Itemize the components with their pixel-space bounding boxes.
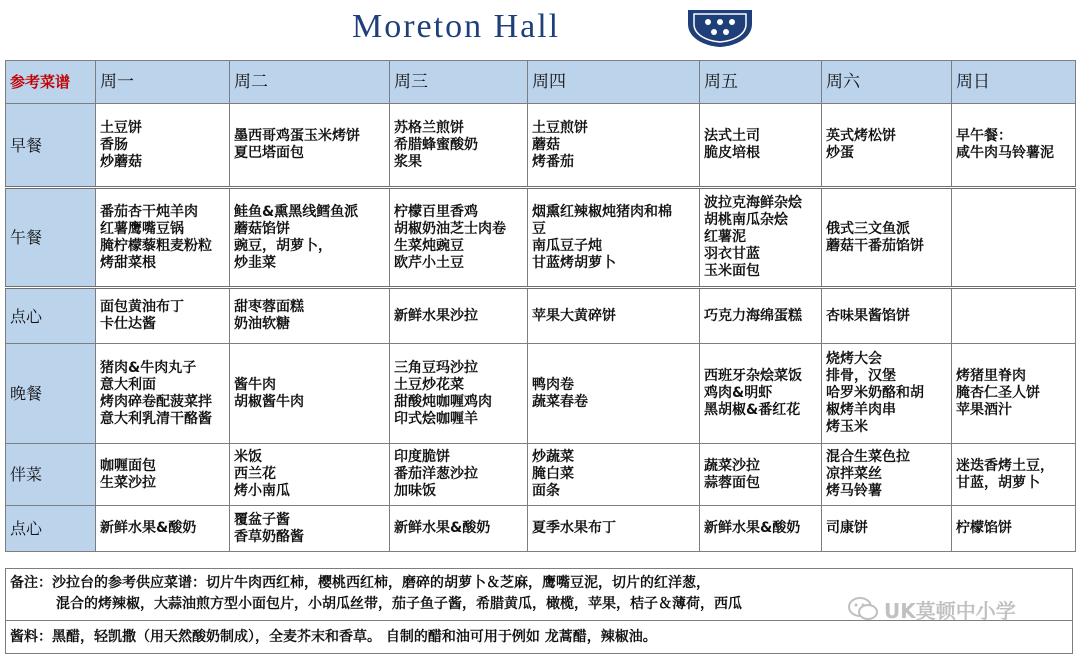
menu-cell <box>528 444 700 506</box>
meal-row <box>6 444 1076 506</box>
dish-line: 法式土司 <box>704 128 760 144</box>
dish-line: 烤玉米 <box>826 419 868 435</box>
dish-line: 烤肉碎卷配菠菜拌 <box>100 393 212 410</box>
dish-line: 豆 <box>532 220 546 237</box>
menu-cell <box>230 344 390 444</box>
day-header: 周日 <box>952 61 1076 104</box>
menu-cell <box>96 344 230 444</box>
dish-line: 新鲜水果&酸奶 <box>394 520 491 536</box>
menu-cell <box>822 444 952 506</box>
meal-row <box>6 104 1076 188</box>
dish-line: 红薯泥 <box>704 229 746 245</box>
menu-cell <box>528 104 700 188</box>
menu-cell <box>952 506 1076 552</box>
menu-cell <box>952 444 1076 506</box>
menu-cell <box>700 444 822 506</box>
dish-line: 西班牙杂烩菜饭 <box>704 368 802 384</box>
dish-line: 欧芹小土豆 <box>394 254 464 271</box>
day-header: 周六 <box>822 61 952 104</box>
dish-line: 南瓜豆子炖 <box>532 237 602 254</box>
dish-line: 炒韭菜 <box>234 254 276 271</box>
note-line: 备注：沙拉台的参考供应菜谱：切片牛肉西红柿，樱桃西红柿，磨碎的胡萝卜＆芝麻，鹰嘴豆泥，切片的红洋葱， <box>10 575 710 591</box>
day-header: 周一 <box>96 61 230 104</box>
dish-line: 红薯鹰嘴豆锅 <box>100 220 184 237</box>
dish-line: 腌白菜 <box>532 466 574 482</box>
menu-cell <box>230 506 390 552</box>
dish-line: 鲑鱼&熏黑线鳕鱼派 <box>234 203 359 220</box>
dish-line: 土豆炒花菜 <box>394 376 464 393</box>
dish-line: 椒烤羊肉串 <box>826 402 896 418</box>
dish-line: 三角豆玛沙拉 <box>394 359 478 376</box>
dish-line: 烤甜菜根 <box>100 254 156 271</box>
dish-line: 面包黄油布丁 <box>100 299 184 315</box>
dish-line: 西兰花 <box>234 466 276 482</box>
dish-line: 夏季水果布丁 <box>532 520 616 536</box>
menu-cell <box>96 506 230 552</box>
dish-line: 苏格兰煎饼 <box>394 119 464 136</box>
dish-line: 咸牛肉马铃薯泥 <box>956 145 1054 161</box>
menu-cell <box>390 104 528 188</box>
dish-line: 柠檬百里香鸡 <box>394 203 478 220</box>
dish-line: 胡桃南瓜杂烩 <box>704 212 788 228</box>
watermark <box>848 594 1016 624</box>
dish-line: 甘蓝，胡萝卜 <box>956 474 1040 491</box>
dish-line: 黑胡椒&番红花 <box>704 402 801 418</box>
dish-line: 烤马铃薯 <box>826 483 882 499</box>
dish-line: 苹果大黄碎饼 <box>532 307 616 324</box>
dish-line: 司康饼 <box>826 520 868 536</box>
menu-cell <box>230 444 390 506</box>
dish-line: 鸡肉&明虾 <box>704 385 773 401</box>
dish-line: 英式烤松饼 <box>826 128 896 144</box>
dish-line: 烤小南瓜 <box>234 483 290 499</box>
menu-cell <box>952 104 1076 188</box>
sauce-note: 酱料：黑醋，轻凯撒（用天然酸奶制成），全麦芥末和香草。 自制的醋和油可用于例如 龙蒿醋，辣椒油。 <box>10 629 657 645</box>
dish-line: 土豆煎饼 <box>532 119 588 136</box>
dish-line: 甜枣蓉面糕 <box>234 299 304 315</box>
dish-line: 酱牛肉 <box>234 376 276 393</box>
dish-line: 蔬菜春卷 <box>532 393 588 410</box>
dish-line: 巧克力海绵蛋糕 <box>704 307 802 324</box>
dish-line: 炒蘑菇 <box>100 153 142 170</box>
meal-label: 点心 <box>6 288 96 344</box>
menu-cell <box>952 344 1076 444</box>
menu-cell <box>822 188 952 288</box>
menu-cell <box>700 288 822 344</box>
dish-line: 炒蛋 <box>826 145 854 161</box>
day-header: 周三 <box>390 61 528 104</box>
dish-line: 香草奶酪酱 <box>234 528 304 545</box>
dish-line: 凉拌菜丝 <box>826 466 882 482</box>
dish-line: 蘑菇 <box>532 136 560 153</box>
dish-line: 番茄洋葱沙拉 <box>394 466 478 482</box>
dish-line: 新鲜水果沙拉 <box>394 307 478 324</box>
menu-cell <box>390 288 528 344</box>
dish-line: 意大利面 <box>100 376 156 393</box>
menu-cell <box>230 104 390 188</box>
menu-cell <box>528 344 700 444</box>
dish-line: 米饭 <box>234 449 262 465</box>
days-header-row <box>6 61 1076 104</box>
menu-cell <box>528 188 700 288</box>
dish-line: 印式烩咖喱羊 <box>394 410 478 427</box>
dish-line: 生菜沙拉 <box>100 474 156 491</box>
menu-cell <box>528 506 700 552</box>
school-crest-icon <box>684 8 756 48</box>
dish-line: 烤猪里脊肉 <box>956 368 1026 384</box>
dish-line: 土豆饼 <box>100 119 142 136</box>
dish-line: 墨西哥鸡蛋玉米烤饼 <box>234 128 360 144</box>
menu-cell <box>230 188 390 288</box>
dish-line: 烟熏红辣椒炖猪肉和棉 <box>532 203 672 220</box>
dish-line: 面条 <box>532 483 560 499</box>
day-header: 周五 <box>700 61 822 104</box>
dish-line: 甜酸炖咖喱鸡肉 <box>394 393 492 410</box>
menu-cell <box>822 344 952 444</box>
menu-cell <box>952 288 1076 344</box>
dish-line: 覆盆子酱 <box>234 511 290 528</box>
day-header: 周二 <box>230 61 390 104</box>
dish-line: 腌杏仁圣人饼 <box>956 385 1040 401</box>
dish-line: 柠檬馅饼 <box>956 520 1012 536</box>
dish-line: 豌豆，胡萝卜， <box>234 237 332 254</box>
dish-line: 意大利乳清干酪酱 <box>100 410 212 427</box>
meal-label: 伴菜 <box>6 444 96 506</box>
header <box>0 0 1080 58</box>
menu-cell <box>390 444 528 506</box>
day-header: 周四 <box>528 61 700 104</box>
dish-line: 蔬菜沙拉 <box>704 457 760 474</box>
menu-cell <box>96 288 230 344</box>
dish-line: 希腊蜂蜜酸奶 <box>394 136 478 153</box>
dish-line: 新鲜水果&酸奶 <box>100 520 197 536</box>
meal-label: 午餐 <box>6 188 96 288</box>
dish-line: 哈罗米奶酪和胡 <box>826 385 924 401</box>
menu-cell <box>822 506 952 552</box>
dish-line: 蒜蓉面包 <box>704 474 760 491</box>
note-line: 混合的烤辣椒，大蒜油煎方型小面包片，小胡瓜丝带，茄子鱼子酱，希腊黄瓜，橄榄，苹果，桔子＆薄荷，西瓜 <box>56 596 742 612</box>
dish-line: 腌柠檬藜粗麦粉粒 <box>100 237 212 254</box>
menu-cell <box>700 344 822 444</box>
menu-cell <box>390 188 528 288</box>
dish-line: 波拉克海鲜杂烩 <box>704 195 802 211</box>
dish-line: 浆果 <box>394 153 422 170</box>
dish-line: 杏味果酱馅饼 <box>826 307 910 324</box>
school-name: Moreton Hall <box>352 8 561 45</box>
watermark-text: UK莫顿中小学 <box>884 598 1016 623</box>
dish-line: 炒蔬菜 <box>532 449 574 465</box>
menu-cell <box>96 444 230 506</box>
dish-line: 胡椒酱牛肉 <box>234 393 304 410</box>
dish-line: 苹果酒汁 <box>956 402 1012 418</box>
dish-line: 排骨，汉堡 <box>826 368 896 384</box>
dish-line: 夏巴塔面包 <box>234 145 304 161</box>
dish-line: 胡椒奶油芝士肉卷 <box>394 220 506 237</box>
dish-line: 蘑菇干番茄馅饼 <box>826 237 924 254</box>
wechat-icon <box>848 596 878 622</box>
dish-line: 加味饭 <box>394 483 436 499</box>
menu-cell <box>230 288 390 344</box>
dish-line: 混合生菜色拉 <box>826 449 910 465</box>
dish-line: 新鲜水果&酸奶 <box>704 520 801 536</box>
dish-line: 猪肉&牛肉丸子 <box>100 359 197 376</box>
meal-row <box>6 344 1076 444</box>
menu-cell <box>700 188 822 288</box>
menu-cell <box>700 104 822 188</box>
menu-cell <box>390 506 528 552</box>
dish-line: 奶油软糖 <box>234 316 290 332</box>
menu-cell <box>96 104 230 188</box>
dish-line: 早午餐： <box>956 128 1012 144</box>
dish-line: 蘑菇馅饼 <box>234 220 290 237</box>
dish-line: 印度脆饼 <box>394 449 450 465</box>
dish-line: 甘蓝烤胡萝卜 <box>532 254 616 271</box>
dish-line: 咖喱面包 <box>100 457 156 474</box>
dish-line: 卡仕达酱 <box>100 316 156 332</box>
menu-corner-label: 参考菜谱 <box>6 61 96 104</box>
dish-line: 羽衣甘蓝 <box>704 246 760 262</box>
menu-cell <box>390 344 528 444</box>
dish-line: 脆皮培根 <box>704 145 760 161</box>
dish-line: 玉米面包 <box>704 263 760 279</box>
dish-line: 生菜炖豌豆 <box>394 237 464 254</box>
meal-row <box>6 506 1076 552</box>
meal-label: 早餐 <box>6 104 96 188</box>
menu-cell <box>822 288 952 344</box>
dish-line: 香肠 <box>100 136 128 153</box>
menu-cell <box>528 288 700 344</box>
menu-table <box>5 60 1076 552</box>
meal-row <box>6 288 1076 344</box>
dish-line: 迷迭香烤土豆， <box>956 457 1054 474</box>
meal-label: 晚餐 <box>6 344 96 444</box>
dish-line: 烧烤大会 <box>826 351 882 367</box>
meal-label: 点心 <box>6 506 96 552</box>
meal-row <box>6 188 1076 288</box>
dish-line: 俄式三文鱼派 <box>826 220 910 237</box>
menu-cell <box>700 506 822 552</box>
menu-cell <box>952 188 1076 288</box>
menu-cell <box>822 104 952 188</box>
dish-line: 鸭肉卷 <box>532 376 574 393</box>
dish-line: 烤番茄 <box>532 153 574 170</box>
dish-line: 番茄杏干炖羊肉 <box>100 203 198 220</box>
menu-cell <box>96 188 230 288</box>
